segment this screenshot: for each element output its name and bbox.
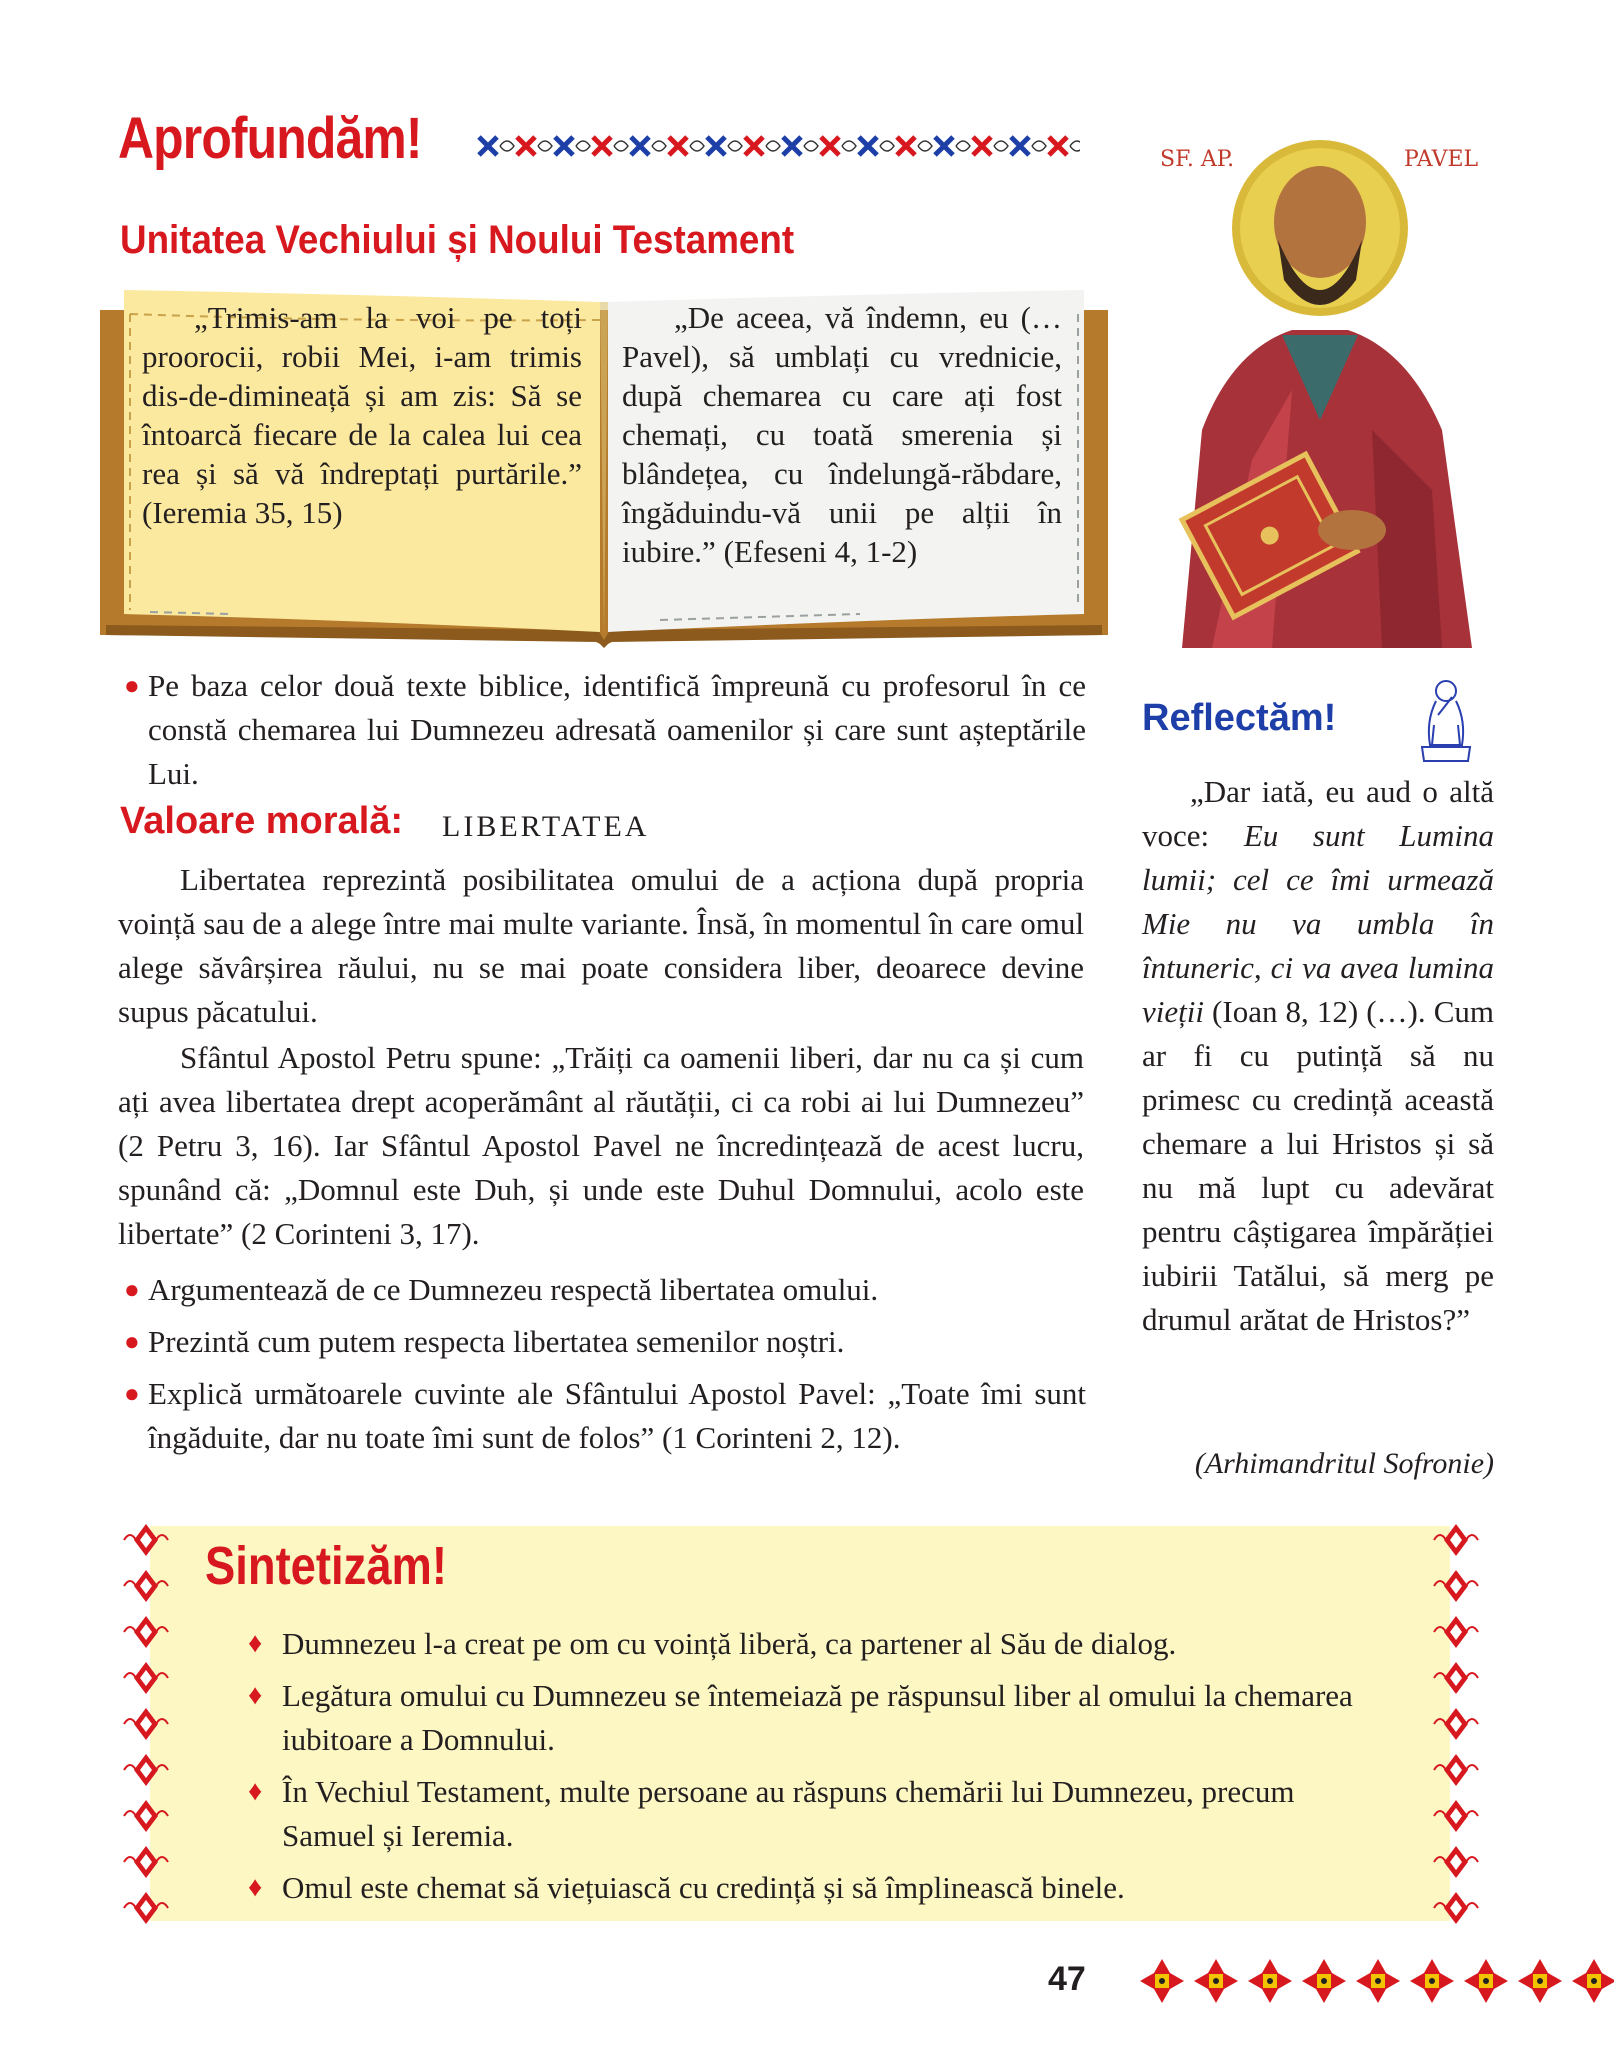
section-title: Aprofundăm! [118, 106, 422, 171]
summary-item [248, 1866, 1392, 1910]
task-text: Pe baza celor două texte biblice, identifică împreună cu profesorul în ce constă chemarea lui Dumnezeu adresată oamenilor și care sunt așteptările Lui. [148, 668, 1086, 791]
diamond-bullet-icon: ♦ [248, 1680, 263, 1711]
task-text: Argumentează de ce Dumnezeu respectă libertatea omului. [148, 1272, 879, 1307]
folk-ornament-vertical-right [1428, 1516, 1484, 1926]
bullet-icon: ● [124, 1275, 140, 1304]
summary-text: Dumnezeu l-a creat pe om cu voință liberă, ca partener al Său de dialog. [282, 1626, 1177, 1661]
saint-paul-icon-image [1142, 130, 1492, 648]
quote-italic-text: Eu sunt Lumina lumii; cel ce îmi urmează Mie nu va umbla în întuneric, ci va avea lumina vieții [1142, 818, 1494, 1029]
moral-value-heading: Valoare morală: [120, 800, 404, 842]
task-item [124, 664, 1086, 796]
task-item [124, 1320, 1086, 1364]
bullet-icon: ● [124, 671, 140, 700]
summary-text: Omul este chemat să viețuiască cu credință și să împlinească binele. [282, 1870, 1125, 1905]
summary-heading: Sintetizăm! [205, 1536, 447, 1596]
lesson-subtitle: Unitatea Vechiului și Noului Testament [120, 218, 795, 262]
folk-ornament-border [470, 126, 1080, 166]
quote-text: (Ioan 8, 12) (…). Cum ar fi cu putință să nu primesc cu credință această chemare a lui Hristos și să nu mă lupt cu adevărat pentru câștigarea împărăției iubirii Tatălui, să merg pe drumul arătat de Hristos?” [1142, 994, 1494, 1337]
reflect-quote [1142, 770, 1494, 1342]
quote-text: „Dar iată, eu aud o altă voce: [1142, 774, 1494, 853]
task-text: Explică următoarele cuvinte ale Sfântului Apostol Pavel: „Toate îmi sunt îngăduite, dar nu toate îmi sunt de folos” (1 Corinteni 2, 12). [148, 1376, 1086, 1455]
page-number: 47 [1048, 1960, 1086, 1998]
summary-text: Legătura omului cu Dumnezeu se întemeiază pe răspunsul liber al omului la chemarea iubitoare a Domnului. [282, 1678, 1353, 1757]
summary-text: În Vechiul Testament, multe persoane au răspuns chemării lui Dumnezeu, precum Samuel și Ieremia. [282, 1774, 1295, 1853]
task-item [124, 1372, 1086, 1460]
diamond-bullet-icon: ♦ [248, 1872, 263, 1903]
folk-ornament-vertical-left [118, 1516, 174, 1926]
paragraph: Sfântul Apostol Petru spune: „Trăiți ca oamenii liberi, dar nu ca și cum ați avea libertatea drept acoperământ al răutății, ci ca robi ai lui Dumnezeu” (2 Petru 3, 16). Iar Sfântul Apostol Pavel ne încredințează de acest lucru, spunând că: „Domnul este Duh, și unde este Duhul Domnului, acolo este libertate” (2 Corinteni 3, 17). [118, 1040, 1084, 1251]
bullet-icon: ● [124, 1379, 140, 1408]
reflect-heading: Reflectăm! [1142, 697, 1337, 739]
quote-author: (Arhimandritul Sofronie) [1194, 1447, 1494, 1480]
paragraph: Libertatea reprezintă posibilitatea omului de a acționa după propria voință sau de a alege între mai multe variante. Însă, în momentul în care omul alege săvârșirea răului, nu se mai poate considera liber, deoarece devine supus păcatului. [118, 862, 1084, 1029]
moral-value-name: LIBERTATEA [442, 810, 650, 843]
diamond-bullet-icon: ♦ [248, 1776, 263, 1807]
summary-item [248, 1622, 1392, 1666]
summary-item [248, 1674, 1392, 1762]
folk-ornament-footer [1138, 1950, 1614, 2012]
icon-label-right: PAVEL [1404, 147, 1479, 172]
thinking-person-icon [1412, 675, 1480, 763]
bullet-icon: ● [124, 1327, 140, 1356]
task-item [124, 1268, 1086, 1312]
quote-text: „De aceea, vă îndemn, eu (… Pavel), să umblați cu vrednicie, după chemarea cu care ați fost chemați, cu toată smerenia și blândețea, cu îndelungă-răbdare, îngăduindu-vă unii pe alții în iubire.” (Efeseni 4, 1-2) [622, 300, 1062, 569]
quote-text: „Trimis-am la voi pe toți proorocii, robii Mei, i-am trimis dis-de-dimineață și am zis: Să se întoarcă fiecare de la calea lui cea rea și să vă îndreptați purtările.” (Ieremia 35, 15) [142, 300, 582, 530]
book-quote-ieremia [142, 298, 582, 532]
summary-item [248, 1770, 1392, 1858]
task-text: Prezintă cum putem respecta libertatea semenilor noștri. [148, 1324, 845, 1359]
icon-label-left: SF. AP. [1160, 147, 1235, 172]
book-quote-efeseni [622, 298, 1062, 571]
diamond-bullet-icon: ♦ [248, 1628, 263, 1659]
